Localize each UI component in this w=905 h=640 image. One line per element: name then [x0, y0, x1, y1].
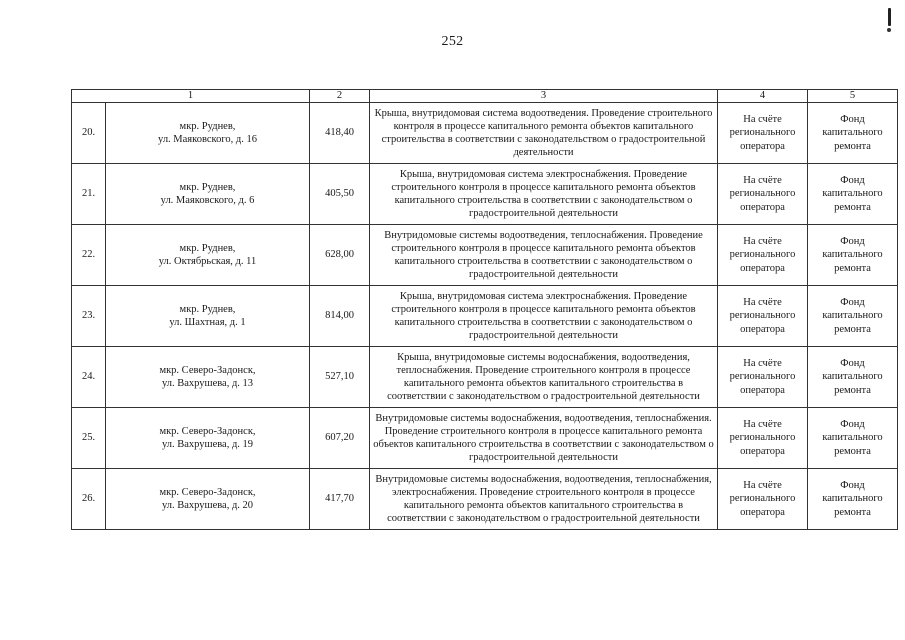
funding-source-line: Фонд: [840, 297, 865, 309]
funding-source-line: ремонта: [834, 262, 871, 274]
funding-method-line: На счёте: [743, 114, 782, 126]
address-cell: [106, 164, 310, 225]
funding-method-line: регионального: [729, 432, 796, 444]
funding-source-line: капитального: [822, 371, 883, 383]
table-header-row: [72, 90, 898, 103]
funding-source-line: Фонд: [840, 419, 865, 431]
cost-cell: 418,40: [310, 103, 370, 164]
funding-method-line: На счёте: [743, 480, 782, 492]
funding-source-line: капитального: [822, 188, 883, 200]
table-row: [72, 103, 898, 164]
cost-cell: 527,10: [310, 347, 370, 408]
funding-source-line: Фонд: [840, 114, 865, 126]
address-district: мкр. Северо-Задонск,: [159, 364, 256, 376]
funding-method-line: оператора: [740, 262, 785, 274]
cost-cell: 814,00: [310, 286, 370, 347]
funding-method-cell: [718, 164, 808, 225]
funding-method-line: На счёте: [743, 297, 782, 309]
repair-program-table: [71, 89, 898, 530]
funding-method-line: регионального: [729, 493, 796, 505]
table-row: [72, 469, 898, 530]
cost-cell: 628,00: [310, 225, 370, 286]
row-number: 23.: [72, 286, 106, 347]
table-row: [72, 347, 898, 408]
row-number: 22.: [72, 225, 106, 286]
funding-source-cell: [808, 164, 898, 225]
funding-source-cell: [808, 408, 898, 469]
funding-source-cell: [808, 286, 898, 347]
work-description-cell: Внутридомовые системы водоснабжения, водоотведения, теплоснабжения. Проведение строительного контроля в процессе капитального ремонта объектов капитального строительства в соответствии с законодательством о градостроительной деятельности: [370, 408, 718, 469]
address-street: ул. Маяковского, д. 6: [160, 195, 255, 206]
funding-method-line: оператора: [740, 506, 785, 518]
funding-source-cell: [808, 347, 898, 408]
row-number: 26.: [72, 469, 106, 530]
funding-source-line: Фонд: [840, 480, 865, 492]
table-row: [72, 408, 898, 469]
address-district: мкр. Руднев,: [179, 242, 236, 254]
funding-method-cell: [718, 103, 808, 164]
table-row: [72, 286, 898, 347]
scan-mark: [888, 8, 891, 26]
address-district: мкр. Северо-Задонск,: [159, 425, 256, 437]
funding-source-line: капитального: [822, 127, 883, 139]
address-street: ул. Вахрушева, д. 20: [161, 500, 254, 511]
address-district: мкр. Северо-Задонск,: [159, 486, 256, 498]
address-street: ул. Вахрушева, д. 13: [161, 378, 254, 389]
address-street: ул. Шахтная, д. 1: [169, 317, 246, 328]
funding-method-cell: [718, 469, 808, 530]
funding-source-cell: [808, 225, 898, 286]
row-number: 25.: [72, 408, 106, 469]
funding-source-line: Фонд: [840, 175, 865, 187]
funding-source-line: ремонта: [834, 201, 871, 213]
funding-method-line: На счёте: [743, 419, 782, 431]
work-description-cell: Крыша, внутридомовая система электроснабжения. Проведение строительного контроля в процессе капитального ремонта объектов капитального строительства в соответствии с законодательством о градостроительной деятельности: [370, 286, 718, 347]
work-description-cell: Внутридомовые системы водоснабжения, водоотведения, теплоснабжения, электроснабжения. Проведение строительного контроля в процессе капитального ремонта объектов капитального строительства в соответствии с законодательством о градостроительной деятельности: [370, 469, 718, 530]
funding-source-line: ремонта: [834, 384, 871, 396]
funding-method-line: регионального: [729, 127, 796, 139]
work-description-cell: Крыша, внутридомовая система электроснабжения. Проведение строительного контроля в процессе капитального ремонта объектов капитального строительства в соответствии с законодательством о градостроительной деятельности: [370, 164, 718, 225]
address-cell: [106, 408, 310, 469]
address-street: ул. Октябрьская, д. 11: [158, 256, 257, 267]
funding-source-line: капитального: [822, 310, 883, 322]
address-street: ул. Маяковского, д. 16: [158, 134, 257, 145]
address-cell: [106, 286, 310, 347]
address-district: мкр. Руднев,: [179, 303, 236, 315]
row-number: 20.: [72, 103, 106, 164]
work-description-cell: Крыша, внутридомовая система водоотведения. Проведение строительного контроля в процессе капитального ремонта объектов капитального строительства в соответствии с законодательством о градостроительной деятельности: [370, 103, 718, 164]
funding-method-line: На счёте: [743, 236, 782, 248]
funding-source-cell: [808, 469, 898, 530]
address-cell: [106, 469, 310, 530]
funding-method-line: оператора: [740, 140, 785, 152]
column-number-header: 1: [72, 90, 310, 103]
cost-cell: 417,70: [310, 469, 370, 530]
page-number: 252: [441, 34, 464, 49]
funding-method-line: регионального: [729, 188, 796, 200]
funding-source-line: ремонта: [834, 140, 871, 152]
funding-source-line: ремонта: [834, 445, 871, 457]
address-street: ул. Вахрушева, д. 19: [161, 439, 254, 450]
work-description-cell: Крыша, внутридомовые системы водоснабжения, водоотведения, теплоснабжения. Проведение строительного контроля в процессе капитального ремонта объектов капитального строительства в соответствии с законодательством о градостроительной деятельности: [370, 347, 718, 408]
funding-method-line: регионального: [729, 371, 796, 383]
funding-method-line: оператора: [740, 323, 785, 335]
funding-method-cell: [718, 408, 808, 469]
address-cell: [106, 225, 310, 286]
funding-source-line: капитального: [822, 249, 883, 261]
funding-source-line: Фонд: [840, 358, 865, 370]
address-district: мкр. Руднев,: [179, 181, 236, 193]
funding-method-line: На счёте: [743, 358, 782, 370]
funding-method-line: оператора: [740, 201, 785, 213]
table-row: [72, 164, 898, 225]
address-cell: [106, 103, 310, 164]
column-number-header: 5: [808, 90, 898, 103]
table-body: [72, 90, 898, 530]
funding-method-line: На счёте: [743, 175, 782, 187]
funding-source-line: капитального: [822, 493, 883, 505]
column-number-header: 4: [718, 90, 808, 103]
column-number-header: 3: [370, 90, 718, 103]
table-row: [72, 225, 898, 286]
cost-cell: 405,50: [310, 164, 370, 225]
funding-method-line: регионального: [729, 310, 796, 322]
work-description-cell: Внутридомовые системы водоотведения, теплоснабжения. Проведение строительного контроля в процессе капитального ремонта объектов капитального строительства в соответствии с законодательством о градостроительной деятельности: [370, 225, 718, 286]
funding-source-cell: [808, 103, 898, 164]
funding-source-line: Фонд: [840, 236, 865, 248]
funding-source-line: капитального: [822, 432, 883, 444]
funding-method-line: регионального: [729, 249, 796, 261]
cost-cell: 607,20: [310, 408, 370, 469]
address-district: мкр. Руднев,: [179, 120, 236, 132]
funding-source-line: ремонта: [834, 323, 871, 335]
funding-method-cell: [718, 286, 808, 347]
address-cell: [106, 347, 310, 408]
row-number: 24.: [72, 347, 106, 408]
row-number: 21.: [72, 164, 106, 225]
funding-method-line: оператора: [740, 445, 785, 457]
column-number-header: 2: [310, 90, 370, 103]
funding-method-cell: [718, 225, 808, 286]
funding-method-line: оператора: [740, 384, 785, 396]
funding-method-cell: [718, 347, 808, 408]
funding-source-line: ремонта: [834, 506, 871, 518]
